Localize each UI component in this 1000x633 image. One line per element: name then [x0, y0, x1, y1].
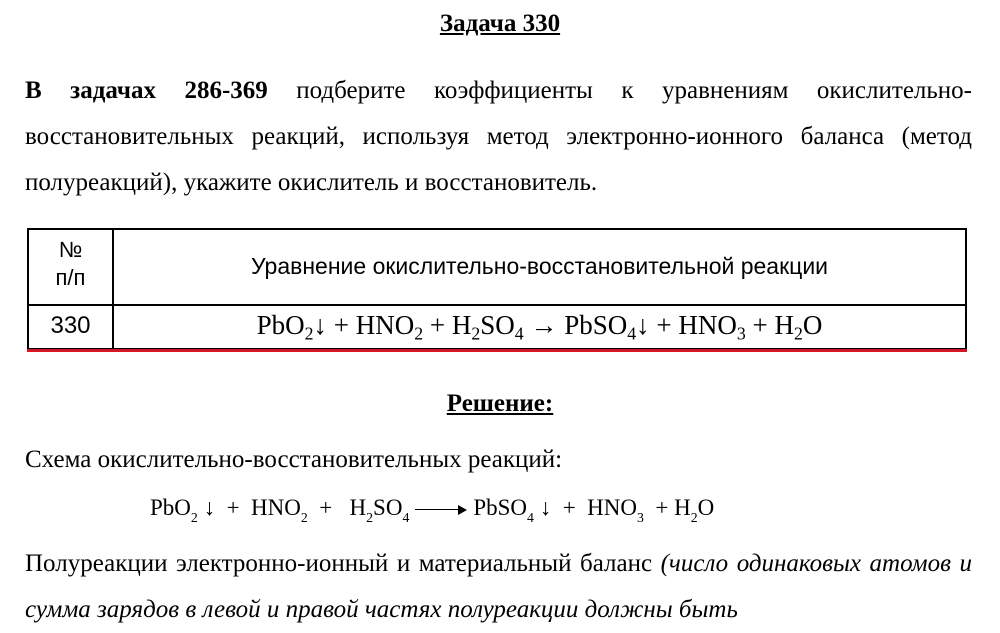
problem-statement [25, 68, 972, 206]
half-reactions-note: (число одинаковых атомов и сумма зарядов в левой и правой частях полуреакции должны быть [25, 550, 972, 623]
header-number-label: п/п [55, 265, 86, 290]
scheme-label: Схема окислительно-восстановительных реакций: [25, 446, 563, 473]
table-row-equation: PbO$_2$↓ + $HNO_2 + H_2SO_4$ → PbSO$_4$↓ + $HNO_3 + H_2O$ [256, 310, 823, 344]
table-divider-horizontal [29, 304, 965, 306]
table-header-number [29, 236, 112, 292]
half-reactions-text: Полуреакции электронно-ионный и материальный баланс [25, 550, 661, 577]
scheme-equation: PbO$_2$ ↓ + $HNO_2 + H_2SO_4$ PbSO$_4$ ↓ + $HNO_3 + H_2O$ [150, 495, 715, 525]
solution-heading: Решение: [446, 390, 554, 417]
table-header-equation: Уравнение окислительно-восстановительной реакции [250, 253, 829, 279]
header-number-sign: № [58, 237, 83, 262]
problem-range: В задачах 286-369 [25, 77, 268, 104]
long-arrow-icon [415, 505, 467, 515]
problem-instructions: подберите коэффициенты к уравнениям окислительно-восстановительных реакций, используя метод электронно-ионного баланса (метод полуреакций), укажите окислитель и восстановитель. [25, 77, 972, 196]
half-reactions-paragraph [25, 541, 972, 633]
problem-title: Задача 330 [439, 10, 561, 37]
table-red-underline [27, 349, 967, 352]
table-row-number: 330 [50, 312, 91, 339]
reaction-table [27, 228, 967, 350]
